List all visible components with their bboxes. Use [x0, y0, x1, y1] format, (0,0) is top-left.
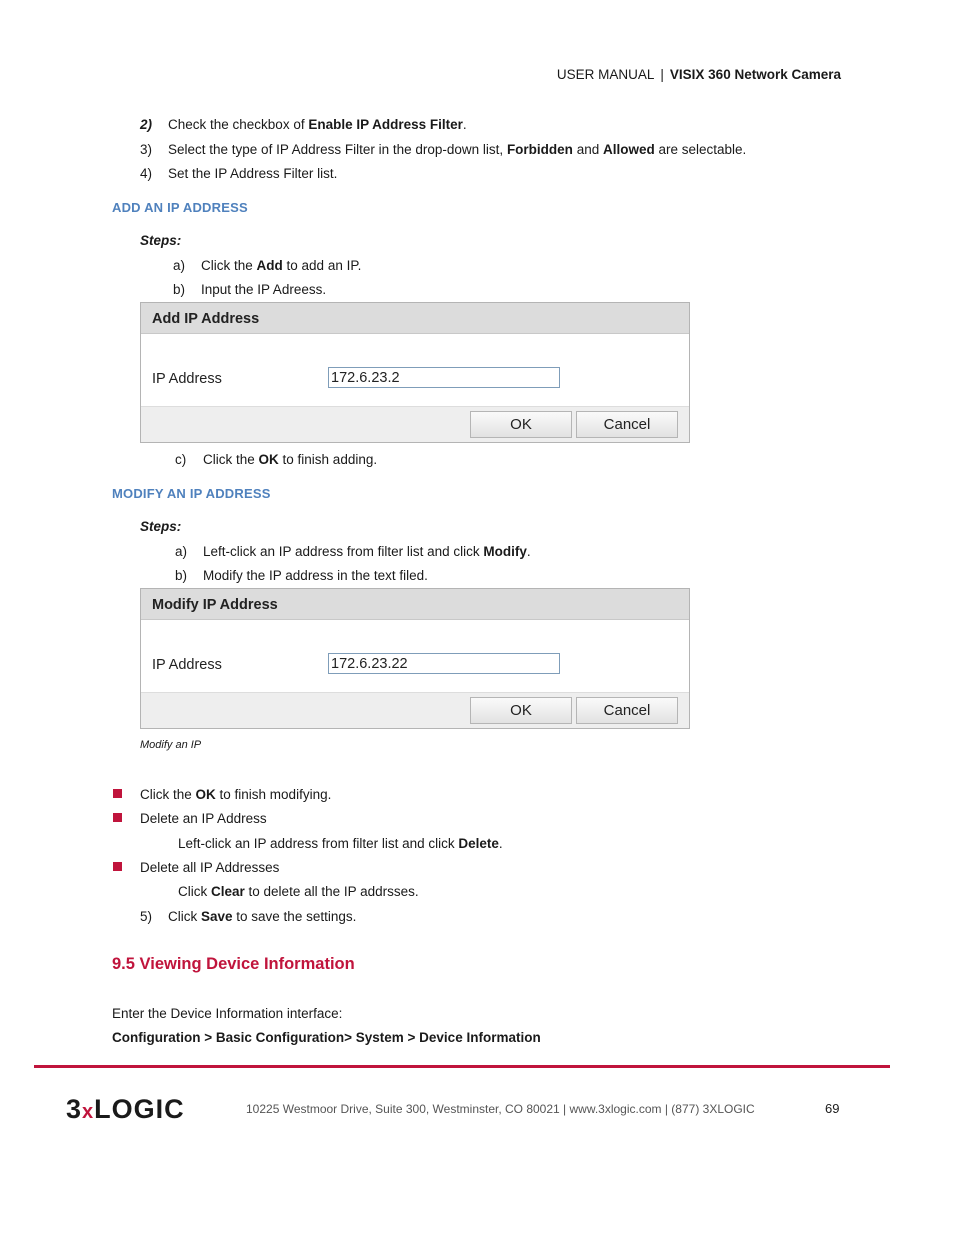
text: Click — [168, 909, 201, 924]
text: Check the checkbox of — [168, 117, 309, 132]
step-letter: a) — [175, 544, 188, 559]
bullet-square-icon — [113, 862, 122, 871]
text: . — [526, 544, 531, 559]
bullet-2-sub-text — [178, 836, 503, 851]
modify-ip-dialog — [140, 588, 690, 729]
modify-ip-heading: MODIFY AN IP ADDRESS — [112, 486, 271, 501]
logo-x: x — [82, 1101, 95, 1123]
step-letter: c) — [175, 452, 187, 467]
bullet-2-text: Delete an IP Address — [140, 811, 267, 826]
bullet-1-text — [140, 787, 331, 802]
text: to finish modifying. — [215, 787, 332, 802]
page-number: 69 — [825, 1101, 840, 1116]
ip-address-input[interactable] — [328, 653, 560, 674]
ip-address-label: IP Address — [152, 657, 222, 673]
step-letter: a) — [173, 258, 186, 273]
dialog-title: Add IP Address — [141, 303, 689, 334]
text: . — [462, 117, 467, 132]
step-letter: b) — [173, 282, 186, 297]
bullet-square-icon — [113, 789, 122, 798]
add-step-c-text — [203, 452, 377, 467]
header-product: VISIX 360 Network Camera — [669, 67, 841, 82]
bold-text: Allowed — [602, 142, 655, 157]
bullet-square-icon — [113, 813, 122, 822]
step-number: 5) — [140, 909, 153, 924]
bold-text: Enable IP Address Filter — [308, 117, 463, 132]
step-letter: b) — [175, 568, 188, 583]
step-number: 3) — [140, 142, 153, 157]
bold-text: Save — [201, 909, 233, 924]
company-logo — [66, 1094, 185, 1125]
step-2-text — [168, 117, 467, 132]
text: Left-click an IP address from filter list and click — [203, 544, 484, 559]
add-ip-heading: ADD AN IP ADDRESS — [112, 200, 248, 215]
text: . — [498, 836, 503, 851]
ok-button[interactable]: OK — [470, 697, 572, 724]
text: to finish adding. — [278, 452, 378, 467]
dialog-footer — [141, 406, 689, 442]
text: Click the — [140, 787, 196, 802]
bullet-3-text: Delete all IP Addresses — [140, 860, 280, 875]
page-header — [557, 67, 841, 82]
bullet-3-sub-text — [178, 884, 419, 899]
ip-address-label: IP Address — [152, 371, 222, 387]
logo-text: 3 — [66, 1094, 83, 1124]
section-heading: 9.5 Viewing Device Information — [112, 955, 355, 973]
text: Select the type of IP Address Filter in the drop-down list, — [168, 142, 507, 157]
text: Left-click an IP address from filter list and click — [178, 836, 459, 851]
ok-button[interactable]: OK — [470, 411, 572, 438]
steps-label: Steps: — [140, 233, 182, 248]
cancel-button[interactable]: Cancel — [576, 411, 678, 438]
header-separator: | — [660, 67, 664, 82]
menu-path: Configuration > Basic Configuration> System > Device Information — [112, 1030, 541, 1045]
section-intro: Enter the Device Information interface: — [112, 1006, 343, 1021]
text: to add an IP. — [282, 258, 362, 273]
text: and — [572, 142, 603, 157]
footer-address: 10225 Westmoor Drive, Suite 300, Westminster, CO 80021 | www.3xlogic.com | (877) 3XLOGIC — [246, 1102, 755, 1116]
text: to delete all the IP addrsses. — [244, 884, 419, 899]
step-4-text: Set the IP Address Filter list. — [168, 166, 338, 181]
step-3-text — [168, 142, 746, 157]
add-ip-dialog — [140, 302, 690, 443]
add-step-b-text: Input the IP Adreess. — [201, 282, 327, 297]
bold-text: OK — [195, 787, 216, 802]
logo-text: LOGIC — [94, 1094, 185, 1124]
bold-text: Forbidden — [506, 142, 573, 157]
text: Click the — [203, 452, 259, 467]
ip-address-input[interactable] — [328, 367, 560, 388]
text: Click — [178, 884, 211, 899]
step-number: 4) — [140, 166, 153, 181]
text: are selectable. — [654, 142, 747, 157]
figure-caption: Modify an IP — [140, 739, 202, 751]
bold-text: Modify — [483, 544, 527, 559]
text: Click the — [201, 258, 257, 273]
step-number: 2) — [140, 117, 153, 132]
bold-text: OK — [258, 452, 279, 467]
bold-text: Clear — [211, 884, 245, 899]
step-2 — [140, 117, 152, 132]
bold-text: Add — [256, 258, 283, 273]
header-manual: USER MANUAL — [556, 67, 655, 82]
modify-step-a-text — [203, 544, 531, 559]
modify-step-b-text: Modify the IP address in the text filed. — [203, 568, 428, 583]
steps-label: Steps: — [140, 519, 182, 534]
add-step-a-text — [201, 258, 361, 273]
bold-text: Delete — [458, 836, 499, 851]
step-5-text — [168, 909, 356, 924]
text: to save the settings. — [232, 909, 357, 924]
footer-rule — [34, 1065, 890, 1068]
dialog-title: Modify IP Address — [141, 589, 689, 620]
dialog-footer — [141, 692, 689, 728]
cancel-button[interactable]: Cancel — [576, 697, 678, 724]
